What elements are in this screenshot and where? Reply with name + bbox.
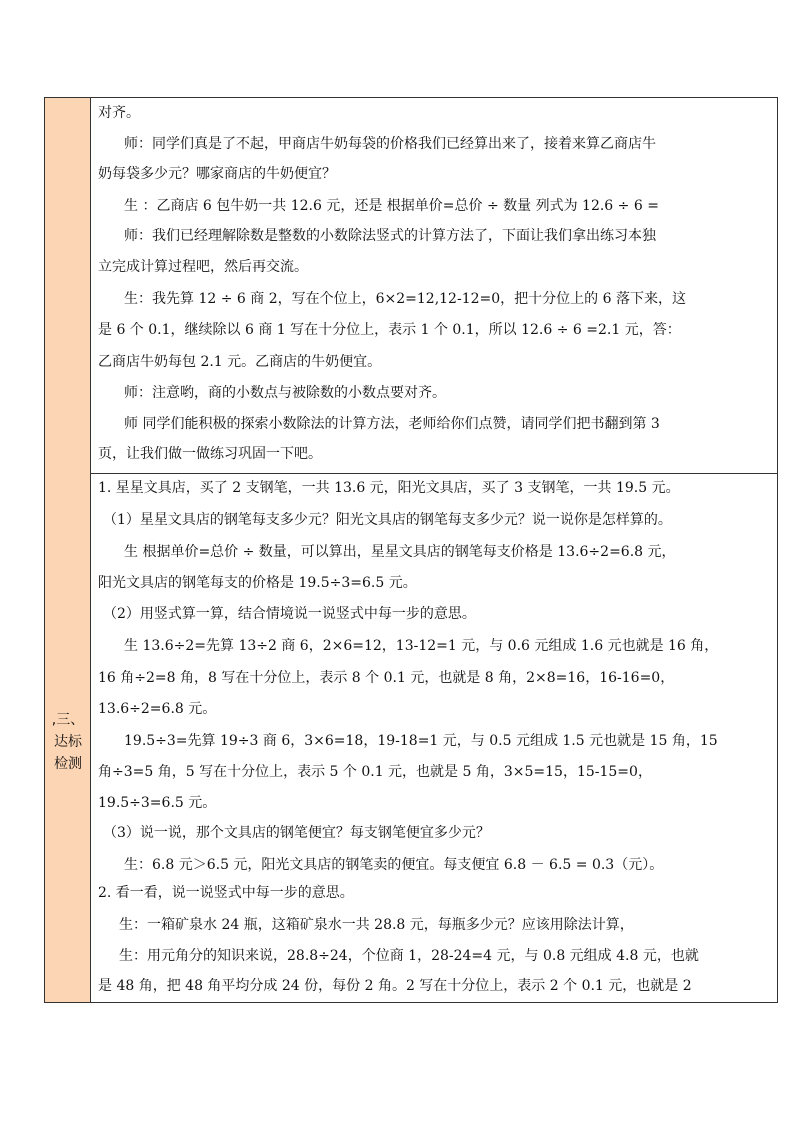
text-line: 生：我先算 12 ÷ 6 商 2，写在个位上，6×2=12,12-12=0，把十分位上的 6 落下来，这 — [124, 291, 686, 307]
question-line: 2. 看一看，说一说竖式中每一步的意思。 — [98, 885, 354, 901]
answer-line: 生：用元角分的知识来说，28.8÷24，个位商 1，28-24=4 元，与 0.8 元组成 4.8 元，也就 — [119, 948, 699, 964]
text-line: 立完成计算过程吧，然后再交流。 — [98, 259, 308, 275]
answer-line: 是 48 角，把 48 角平均分成 24 份，每份 2 角。2 写在十分位上，表示 2 个 0.1 元，也就是 2 — [98, 978, 692, 994]
text-line: 是 6 个 0.1，继续除以 6 商 1 写在十分位上，表示 1 个 0.1，所以 12.6 ÷ 6 =2.1 元，答： — [98, 322, 681, 338]
answer-line: 生 13.6÷2=先算 13÷2 商 6，2×6=12，13-12=1 元，与 0.6 元组成 1.6 元也就是 16 角， — [124, 638, 719, 654]
lesson-table — [44, 97, 778, 1003]
section-label-cell — [45, 473, 91, 1002]
question-line: （1）星星文具店的钢笔每支多少元？阳光文具店的钢笔每支多少元？说一说你是怎样算的。 — [103, 512, 672, 528]
answer-line: 16 角÷2=8 角，8 写在十分位上，表示 8 个 0.1 元，也就是 8 角，2×8=16，16-16=0， — [98, 670, 675, 686]
answer-line: 生：6.8 元＞6.5 元，阳光文具店的钢笔卖的便宜。每支便宜 6.8 － 6.5 = 0.3（元）。 — [124, 857, 664, 873]
question-line: （3）说一说，那个文具店的钢笔便宜？每支钢笔便宜多少元？ — [103, 825, 490, 841]
text-line: 师：注意哟，商的小数点与被除数的小数点要对齐。 — [124, 385, 446, 401]
section-label-cell — [45, 98, 91, 473]
section-label — [45, 709, 91, 775]
answer-line: 13.6÷2=6.8 元。 — [98, 701, 217, 717]
answer-line: 阳光文具店的钢笔每支的价格是 19.5÷3=6.5 元。 — [98, 575, 417, 591]
text-line: 乙商店牛奶每包 2.1 元。乙商店的牛奶便宜。 — [98, 354, 382, 370]
question-line: 1. 星星文具店，买了 2 支钢笔，一共 13.6 元，阳光文具店，买了 3 支钢笔，一共 19.5 元。 — [98, 480, 680, 496]
text-line: 师：我们已经理解除数是整数的小数除法竖式的计算方法了，下面让我们拿出练习本独 — [124, 228, 656, 244]
exercise-content-cell — [91, 473, 777, 1002]
table-row-assessment — [45, 473, 777, 1002]
section-title-line-2: 检测 — [54, 756, 82, 772]
dialogue-content-cell — [91, 98, 777, 473]
text-line: 页，让我们做一做练习巩固一下吧。 — [98, 446, 322, 462]
answer-line: 角÷3=5 角，5 写在十分位上，表示 5 个 0.1 元，也就是 5 角，3×5=15，15-15=0， — [98, 764, 652, 780]
table-row-lesson-dialogue — [45, 98, 777, 474]
answer-line: 19.5÷3=6.5 元。 — [98, 795, 217, 811]
answer-line: 19.5÷3=先算 19÷3 商 6，3×6=18，19-18=1 元，与 0.5 元组成 1.5 元也就是 15 角，15 — [124, 733, 718, 749]
text-line: 奶每袋多少元？哪家商店的牛奶便宜？ — [98, 166, 336, 182]
question-line: （2）用竖式算一算，结合情境说一说竖式中每一步的意思。 — [103, 606, 476, 622]
text-line: 师 同学们能积极的探索小数除法的计算方法，老师给你们点赞，请同学们把书翻到第 3 — [124, 416, 660, 432]
answer-line: 生：一箱矿泉水 24 瓶，这箱矿泉水一共 28.8 元，每瓶多少元？应该用除法计算， — [119, 917, 634, 933]
answer-line: 生 根据单价=总价 ÷ 数量，可以算出，星星文具店的钢笔每支价格是 13.6÷2=6.8 元， — [124, 544, 676, 560]
section-number: ,三、 — [51, 712, 85, 728]
section-title-line-1: 达标 — [54, 734, 82, 750]
text-line: 对齐。 — [98, 105, 140, 121]
text-line: 生 ：乙商店 6 包牛奶一共 12.6 元，还是 根据单价=总价 ÷ 数量 列式为 12.6 ÷ 6 = — [124, 198, 659, 214]
text-line: 师：同学们真是了不起，甲商店牛奶每袋的价格我们已经算出来了，接着来算乙商店牛 — [124, 136, 656, 152]
